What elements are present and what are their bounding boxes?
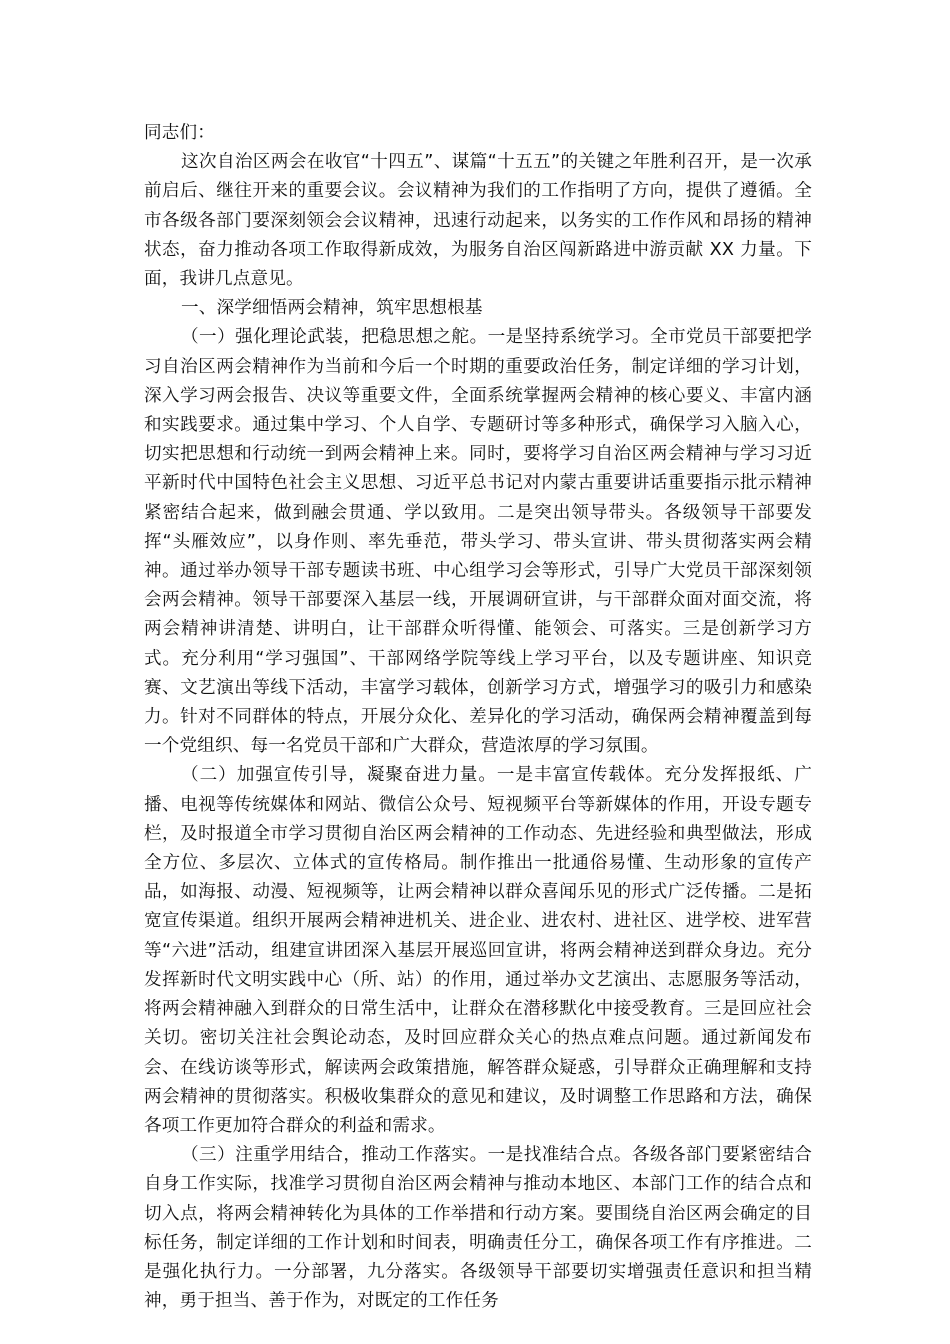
- intro-paragraph: 这次自治区两会在收官“十四五”、谋篇“十五五”的关键之年胜利召开，是一次承前启后、继往开来的重要会议。会议精神为我们的工作指明了方向，提供了遵循。全市各级各部门要深刻领会会议精神，迅速行动起来，以务实的工作作风和昂扬的精神状态，奋力推动各项工作取得新成效，为服务自治区闯新路进中游贡献 XX 力量。下面，我讲几点意见。: [144, 152, 812, 290]
- paragraph-1: （一）强化理论武装，把稳思想之舵。一是坚持系统学习。全市党员干部要把学习自治区两会精神作为当前和今后一个时期的重要政治任务，制定详细的学习计划，深入学习两会报告、决议等重要文件，全面系统掌握两会精神的核心要义、丰富内涵和实践要求。通过集中学习、个人自学、专题研讨等多种形式，确保学习入脑入心，切实把思想和行动统一到两会精神上来。同时，要将学习自治区两会精神与学习习近平新时代中国特色社会主义思想、习近平总书记对内蒙古重要讲话重要指示批示精神紧密结合起来，做到融会贯通、学以致用。二是突出领导带头。各级领导干部要发挥“头雁效应”，以身作则、率先垂范，带头学习、带头宣讲、带头贯彻落实两会精神。通过举办领导干部专题读书班、中心组学习会等形式，引导广大党员干部深刻领会两会精神。领导干部要深入基层一线，开展调研宣讲，与干部群众面对面交流，将两会精神讲清楚、讲明白，让干部群众听得懂、能领会、可落实。三是创新学习方式。充分利用“学习强国”、干部网络学院等线上学习平台，以及专题讲座、知识竞赛、文艺演出等线下活动，丰富学习载体，创新学习方式，增强学习的吸引力和感染力。针对不同群体的特点，开展分众化、差异化的学习活动，确保两会精神覆盖到每一个党组织、每一名党员干部和广大群众，营造浓厚的学习氛围。: [144, 327, 812, 757]
- document-body: [144, 119, 812, 1316]
- paragraph-2: （二）加强宣传引导，凝聚奋进力量。一是丰富宣传载体。充分发挥报纸、广播、电视等传统媒体和网站、微信公众号、短视频平台等新媒体的作用，开设专题专栏，及时报道全市学习贯彻自治区两会精神的工作动态、先进经验和典型做法，形成全方位、多层次、立体式的宣传格局。制作推出一批通俗易懂、生动形象的宣传产品，如海报、动漫、短视频等，让两会精神以群众喜闻乐见的形式广泛传播。二是拓宽宣传渠道。组织开展两会精神进机关、进企业、进农村、进社区、进学校、进军营等“六进”活动，组建宣讲团深入基层开展巡回宣讲，将两会精神送到群众身边。充分发挥新时代文明实践中心（所、站）的作用，通过举办文艺演出、志愿服务等活动，将两会精神融入到群众的日常生活中，让群众在潜移默化中接受教育。三是回应社会关切。密切关注社会舆论动态，及时回应群众关心的热点难点问题。通过新闻发布会、在线访谈等形式，解读两会政策措施，解答群众疑惑，引导群众正确理解和支持两会精神的贯彻落实。积极收集群众的意见和建议，及时调整工作思路和方法，确保各项工作更加符合群众的利益和需求。: [144, 765, 812, 1136]
- paragraph-3: （三）注重学用结合，推动工作落实。一是找准结合点。各级各部门要紧密结合自身工作实际，找准学习贯彻自治区两会精神与推动本地区、本部门工作的结合点和切入点，将两会精神转化为具体的工作举措和行动方案。要围绕自治区两会确定的目标任务，制定详细的工作计划和时间表，明确责任分工，确保各项工作有序推进。二是强化执行力。一分部署，九分落实。各级领导干部要切实增强责任意识和担当精神，勇于担当、善于作为，对既定的工作任务: [144, 1145, 812, 1312]
- section-heading: 一、深学细悟两会精神，筑牢思想根基: [181, 298, 483, 319]
- salutation: 同志们：: [144, 123, 215, 143]
